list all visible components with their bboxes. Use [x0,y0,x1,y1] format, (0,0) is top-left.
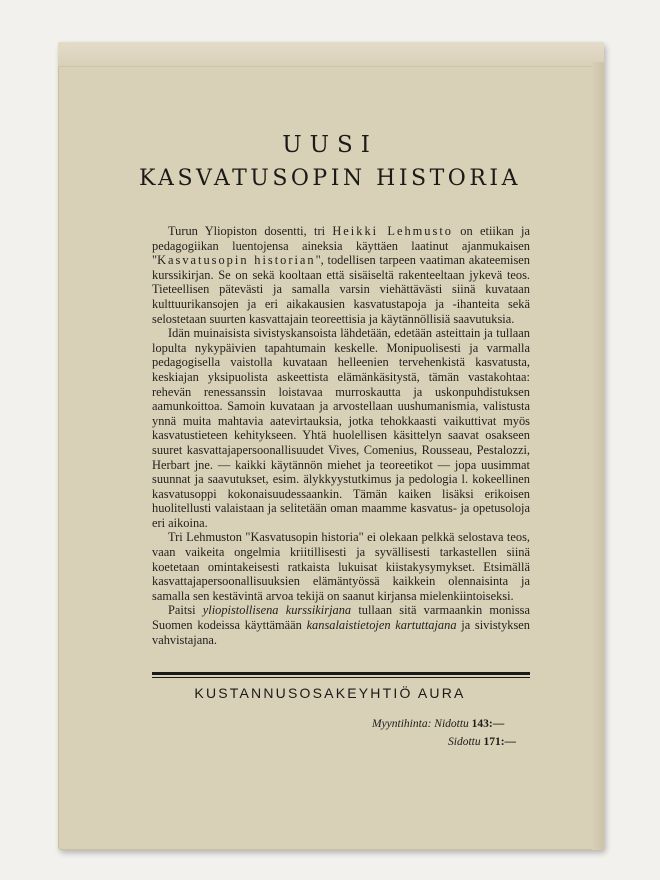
divider-thick [152,672,530,675]
price-hardcover: 171:— [483,736,517,748]
publisher-name: KUSTANNUSOSAKEYHTIÖ AURA [194,685,466,701]
price-line-paperback: Myyntihinta: Nidottu 143:— [372,718,505,730]
title-line-2: KASVATUSOPIN HISTORIA [139,166,521,191]
paragraph-2: Idän muinaisista sivistyskansoista lähdetään, edetään asteittain ja tullaan lopulta nykypäivien tapahtumain keskelle. Monipuolisesti ja varmalla pedagogisella vaistolla kuvataan helleenien tervehenkistä kasvatusta, keskiajan yksipuolista askeettista elämänkäsitystä, tämän vastakohtaa: rehevän renessanssin loistavaa murroskautta ja uskonpuhdistuksen aamunkoittoa. Samoin kuvataan ja arvostellaan uushumanismia, valistusta ynnä muita mahtavia aatevirtauksia, jotka tehokkaasti vaikuttivat myös kasvatustieteen kehitykseen. Yhtä huolellisen käsittelyn saavat osakseen suuret kasvattajapersoonallisuudet Vives, Comenius, Rousseau, Pestalozzi, Herbart jne. — kaikki käytännön miehet ja teoreetikot — jopa uusimmat suunnat ja saavutukset, esim. älykkyystutkimus ja pedologia l. kokeellinen kasvatusoppi kokonaisuudessaankin. Tämän kaiken lisäksi erikoisen huolitellusti valaistaan ja selitetään oman maamme kasvatus- ja opetusoloja eri aikoina. [152,326,530,530]
author-name: Heikki Lehmusto [332,224,453,238]
divider-thin [152,677,530,678]
price-line-hardcover: Sidottu 171:— [448,736,517,748]
paragraph-1: Turun Yliopiston dosentti, tri Heikki Lehmusto on etiikan ja pedagogiikan luentojensa aineksia käyttäen laatinut ajanmukaisen "Kasvatusopin historian", todellisen tarpeen vaatiman akateemisen kurssikirjan. Se on sekä kooltaan että sisäiseltä rakenteeltaan jykevä teos. Tieteellisen pätevästi ja samalla varsin viehättävästi siinä kuvataan kulttuurikansojen ja eri aikakausien kasvatustapoja ja -ihanteita sekä selostetaan suurten kasvattajain teoreettisia ja käytännöllisiä saavutuksia. [152,224,531,326]
paragraph-4: Paitsi yliopistollisena kurssikirjana tullaan sitä varmaankin monissa Suomen kodeissa käyttämään kansalaistietojen kartuttajana ja sivistyksen vahvistajana. [152,603,531,647]
price-paperback: 143:— [471,718,505,730]
book-title-inline: Kasvatusopin historian [157,253,316,268]
description-text [152,224,530,647]
title-line-1: UUSI [282,132,378,158]
paragraph-3: Tri Lehmuston "Kasvatusopin historia" ei olekaan pelkkä selostava teos, vaan vaikeita ongelmia kriitillisesti ja syvällisesti tarkastellen siinä koetetaan omintakeisesti ratkaista lukuisat kiistakysymykset. Etsimällä kasvattajapersoonallisuuksien elämäntyössä kaikkein olennaisinta ja samalla sen kestävintä arvoa tekijä on saanut kirjansa mielenkiintoiseksi. [152,530,530,603]
